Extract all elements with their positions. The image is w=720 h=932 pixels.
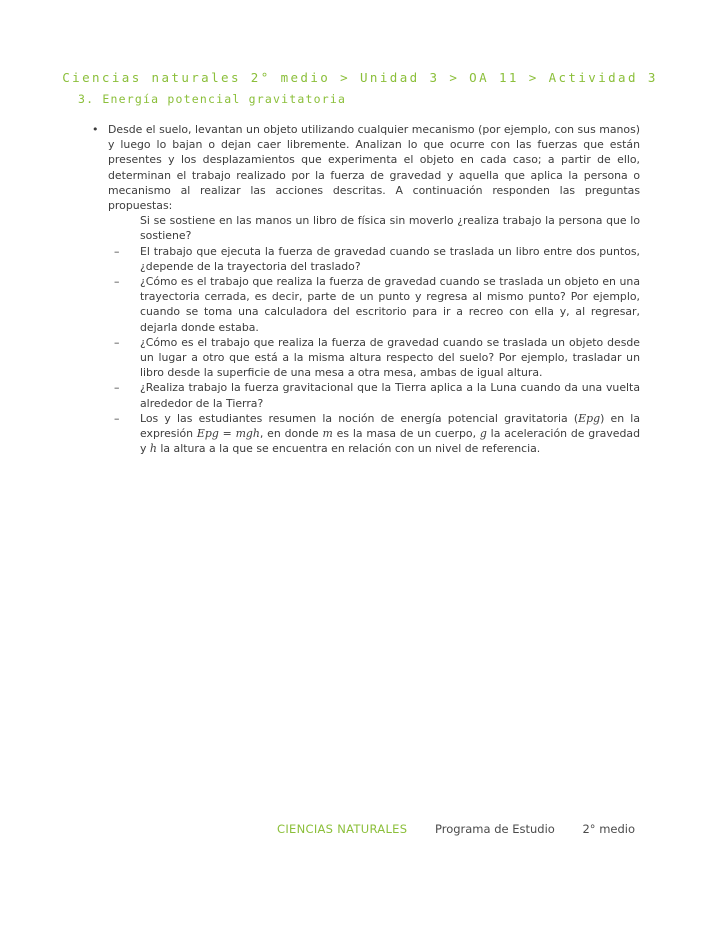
question-text: ¿Realiza trabajo la fuerza gravitacional que la Tierra aplica a la Luna cuando da una vuelta alrededor de la Tierra?: [140, 381, 640, 410]
activity-content: [92, 122, 640, 456]
energy-formula: Epg = mgh: [196, 427, 260, 441]
height-variable: h: [149, 442, 157, 456]
breadcrumb-header: Ciencias naturales 2° medio > Unidad 3 > OA 11 > Actividad 3: [62, 70, 658, 85]
intro-bullet: [92, 122, 640, 213]
list-item: [92, 244, 640, 274]
question-text: Si se sostiene en las manos un libro de física sin moverlo ¿realiza trabajo la persona que lo sostiene?: [140, 214, 640, 243]
mass-variable: m: [322, 427, 333, 441]
summary-part: la aceleración de gravedad y: [140, 427, 640, 456]
summary-part: ) en la expresión: [140, 411, 640, 441]
list-item: [92, 411, 640, 457]
summary-text: [140, 411, 640, 457]
footer-grade: 2° medio: [582, 822, 636, 836]
gravity-variable: g: [479, 427, 487, 441]
dash-marker: –: [114, 244, 120, 258]
footer-subject: CIENCIAS NATURALES: [277, 822, 408, 836]
question-text: ¿Cómo es el trabajo que realiza la fuerza de gravedad cuando se traslada un objeto desde un lugar a otro que está a la misma altura respecto del suelo? Por ejemplo, trasladar un libro desde la superficie de una mesa a otra mesa, ambas de igual altura.: [140, 335, 640, 380]
dash-marker: –: [114, 411, 120, 425]
list-item: [92, 380, 640, 410]
list-item: [92, 213, 640, 243]
section-title: 3. Energía potencial gravitatoria: [78, 92, 347, 106]
dash-marker: –: [114, 335, 120, 349]
intro-text: Desde el suelo, levantan un objeto utilizando cualquier mecanismo (por ejemplo, con sus manos) y luego lo bajan o dejan caer libremente. Analizan lo que ocurre con las fuerzas que están presentes y los desplazamientos que experimenta el objeto en cada caso; a partir de ello, determinan el trabajo realizado por la fuerza de gravedad y aquella que aplica la persona o mecanismo al realizar las acciones descritas. A continuación responden las preguntas propuestas:: [108, 123, 640, 213]
footer-program: Programa de Estudio: [434, 822, 555, 836]
summary-part: es la masa de un cuerpo,: [332, 427, 480, 441]
list-item: [92, 335, 640, 381]
list-item: [92, 274, 640, 335]
question-text: El trabajo que ejecuta la fuerza de gravedad cuando se traslada un libro entre dos puntos, ¿depende de la trayectoria del traslado?: [140, 244, 640, 273]
summary-part: , en donde: [259, 427, 323, 441]
bullet-icon: •: [92, 123, 99, 136]
page-footer: [277, 822, 635, 836]
summary-part: la altura a la que se encuentra en relación con un nivel de referencia.: [156, 442, 541, 456]
energy-symbol: Epg: [578, 411, 601, 425]
summary-part: Los y las estudiantes resumen la noción de energía potencial gravitatoria (: [140, 411, 579, 425]
dash-marker: –: [114, 275, 120, 289]
dash-marker: –: [114, 381, 120, 395]
question-list: [92, 213, 640, 456]
question-text: ¿Cómo es el trabajo que realiza la fuerza de gravedad cuando se traslada un objeto en una trayectoria cerrada, es decir, parte de un punto y regresa al mismo punto? Por ejemplo, cuando se toma una calculadora del escritorio para ir a recreo con ella y, al regresar, dejarla donde estaba.: [140, 275, 640, 334]
